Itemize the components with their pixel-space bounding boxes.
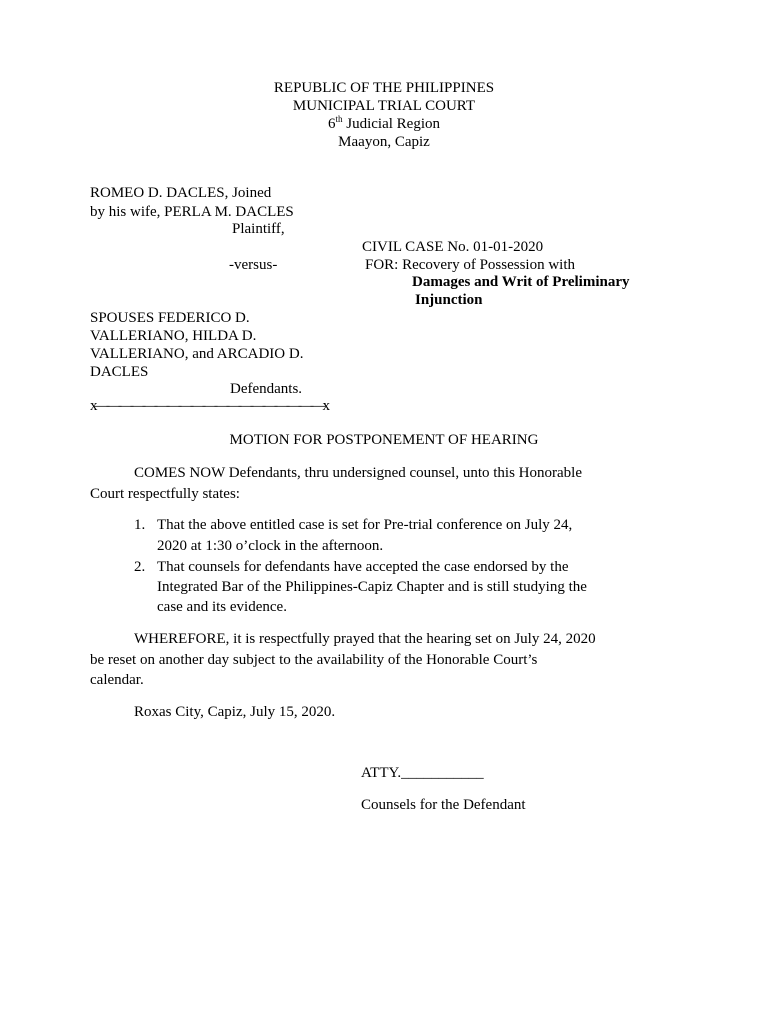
place-and-date: Roxas City, Capiz, July 15, 2020. (134, 704, 336, 720)
prayer-line3: calendar. (90, 672, 144, 688)
region-superscript: th (335, 114, 343, 124)
counsel-designation: Counsels for the Defendant (361, 797, 526, 813)
prayer-line1: WHEREFORE, it is respectfully prayed that the hearing set on July 24, 2020 (134, 631, 596, 647)
item2-line2: Integrated Bar of the Philippines-Capiz Chapter and is still studying the (157, 579, 587, 595)
motion-title: MOTION FOR POSTPONEMENT OF HEARING (229, 432, 539, 448)
item2-line1: That counsels for defendants have accepted the case endorsed by the (157, 559, 569, 575)
attorney-signature-line: ATTY.___________ (361, 765, 484, 781)
prayer-line2: be reset on another day subject to the availability of the Honorable Court’s (90, 652, 538, 668)
court-header-region (0, 115, 768, 133)
item1-number: 1. (134, 517, 146, 533)
item2-line3: case and its evidence. (157, 599, 287, 615)
item1-line2: 2020 at 1:30 o’clock in the afternoon. (157, 538, 384, 554)
item2-number: 2. (134, 559, 146, 575)
case-nature-bold-line1: Damages and Writ of Preliminary (412, 274, 630, 290)
case-nature-bold-line2: Injunction (415, 292, 483, 308)
court-header-court: MUNICIPAL TRIAL COURT (292, 98, 476, 114)
versus-label: -versus- (229, 257, 278, 273)
defendants-name-line3: VALLERIANO, and ARCADIO D. (90, 346, 304, 362)
court-header-location: Maayon, Capiz (338, 134, 430, 150)
intro-line2: Court respectfully states: (90, 486, 240, 502)
plaintiff-name-line1: ROMEO D. DACLES, Joined (90, 185, 272, 201)
item1-line1: That the above entitled case is set for Pre-trial conference on July 24, (157, 517, 573, 533)
intro-line1: COMES NOW Defendants, thru undersigned counsel, unto this Honorable (134, 465, 582, 481)
plaintiff-name-line2: by his wife, PERLA M. DACLES (90, 204, 294, 220)
region-text: Judicial Region (342, 116, 440, 132)
defendants-name-line2: VALLERIANO, HILDA D. (90, 328, 257, 344)
defendants-role: Defendants. (230, 381, 303, 397)
case-nature: FOR: Recovery of Possession with (365, 257, 575, 273)
case-number: CIVIL CASE No. 01-01-2020 (362, 239, 544, 255)
defendants-name-line4: DACLES (90, 364, 149, 380)
caption-divider: x———————————————————x (90, 398, 327, 414)
defendants-name-line1: SPOUSES FEDERICO D. (90, 310, 250, 326)
region-number: 6 (327, 116, 336, 132)
plaintiff-role: Plaintiff, (232, 221, 285, 237)
court-header-republic: REPUBLIC OF THE PHILIPPINES (273, 80, 495, 96)
